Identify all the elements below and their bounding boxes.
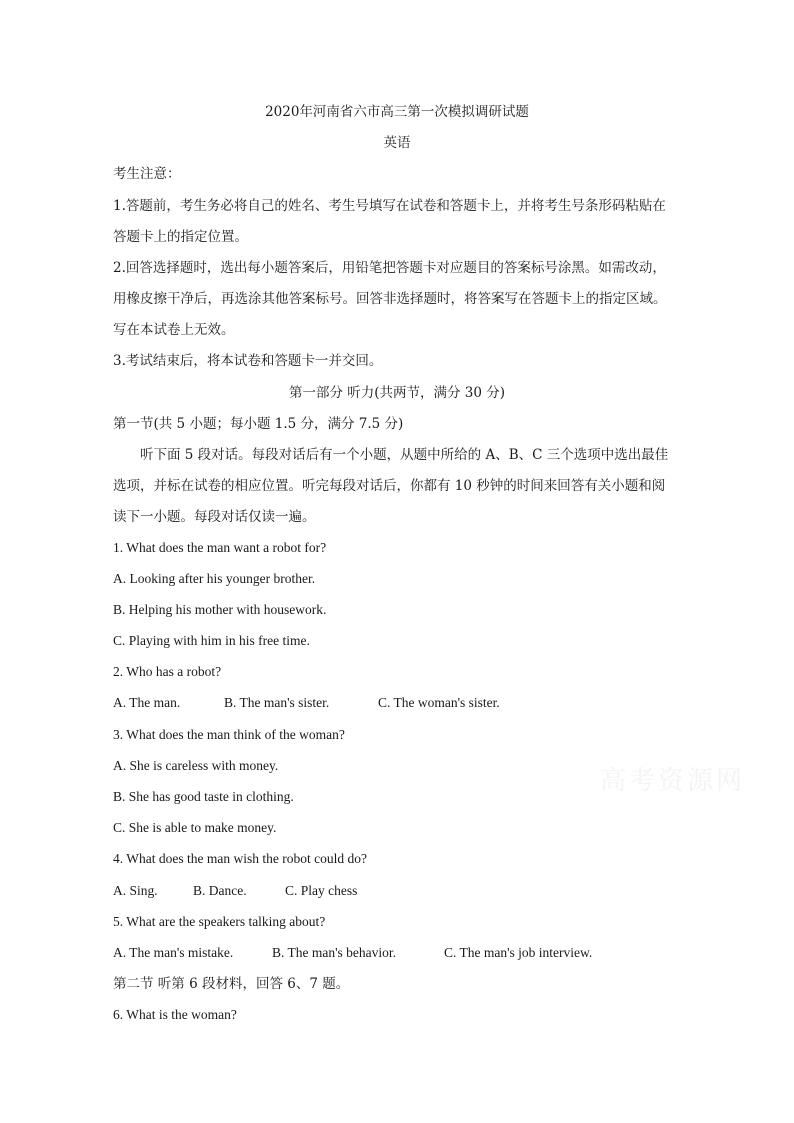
question-option: C. The man's job interview. [444,945,593,960]
notice-heading: 考生注意： [113,166,181,182]
notice-item-1-line-2: 答题卡上的指定位置。 [113,229,248,245]
notice-item-3: 3.考试结束后，将本试卷和答题卡一并交回。 [113,353,383,369]
question-option: C. Playing with him in his free time. [113,633,310,648]
notice-item-2-line-3: 写在本试卷上无效。 [113,322,235,338]
question-option: B. Dance. [193,883,247,898]
notice-item-2-line-1: 2.回答选择题时，选出每小题答案后，用铅笔把答题卡对应题目的答案标号涂黑。如需改动， [113,260,666,276]
question-stem: 4. What does the man wish the robot could do? [113,851,367,866]
question-option: B. The man's sister. [224,695,330,710]
notice-item-1-line-1: 1.答题前，考生务必将自己的姓名、考生号填写在试卷和答题卡上，并将考生号条形码粘贴在 [113,198,666,214]
exam-title: 2020年河南省六市高三第一次模拟调研试题 [265,104,529,120]
question-option: C. She is able to make money. [113,820,277,835]
question-stem: 3. What does the man think of the woman? [113,727,345,742]
question-option: C. Play chess [285,883,358,898]
part1-title: 第一部分 听力(共两节，满分 30 分) [288,385,506,401]
notice-item-2-line-2: 用橡皮擦干净后，再选涂其他答案标号。回答非选择题时，将答案写在答题卡上的指定区域。 [113,291,667,307]
question-option: A. She is careless with money. [113,758,279,773]
question-stem: 6. What is the woman? [113,1007,237,1022]
section2-title: 第二节 听第 6 段材料，回答 6、7 题。 [113,976,350,992]
question-option: B. She has good taste in clothing. [113,789,294,804]
section1-instruction-line-3: 读下一小题。每段对话仅读一遍。 [113,509,316,525]
watermark: 高考资源网 [600,766,746,796]
question-option: B. The man's behavior. [272,945,397,960]
question-stem: 1. What does the man want a robot for? [113,540,327,555]
question-option: A. Sing. [113,883,158,898]
question-option: A. The man. [113,695,181,710]
section1-instruction-line-1: 听下面 5 段对话。每段对话后有一个小题，从题中所给的 A、B、C 三个选项中选出最佳 [140,447,669,463]
question-option: B. Helping his mother with housework. [113,602,327,617]
question-option: A. Looking after his younger brother. [113,571,316,586]
section1-instruction-line-2: 选项，并标在试卷的相应位置。听完每段对话后，你都有 10 秒钟的时间来回答有关小题和阅 [113,478,666,494]
question-option: A. The man's mistake. [113,945,234,960]
question-option: C. The woman's sister. [378,695,500,710]
subject-title: 英语 [383,135,411,151]
question-stem: 2. Who has a robot? [113,664,222,679]
question-stem: 5. What are the speakers talking about? [113,914,326,929]
section1-title: 第一节(共 5 小题；每小题 1.5 分，满分 7.5 分) [113,416,404,432]
